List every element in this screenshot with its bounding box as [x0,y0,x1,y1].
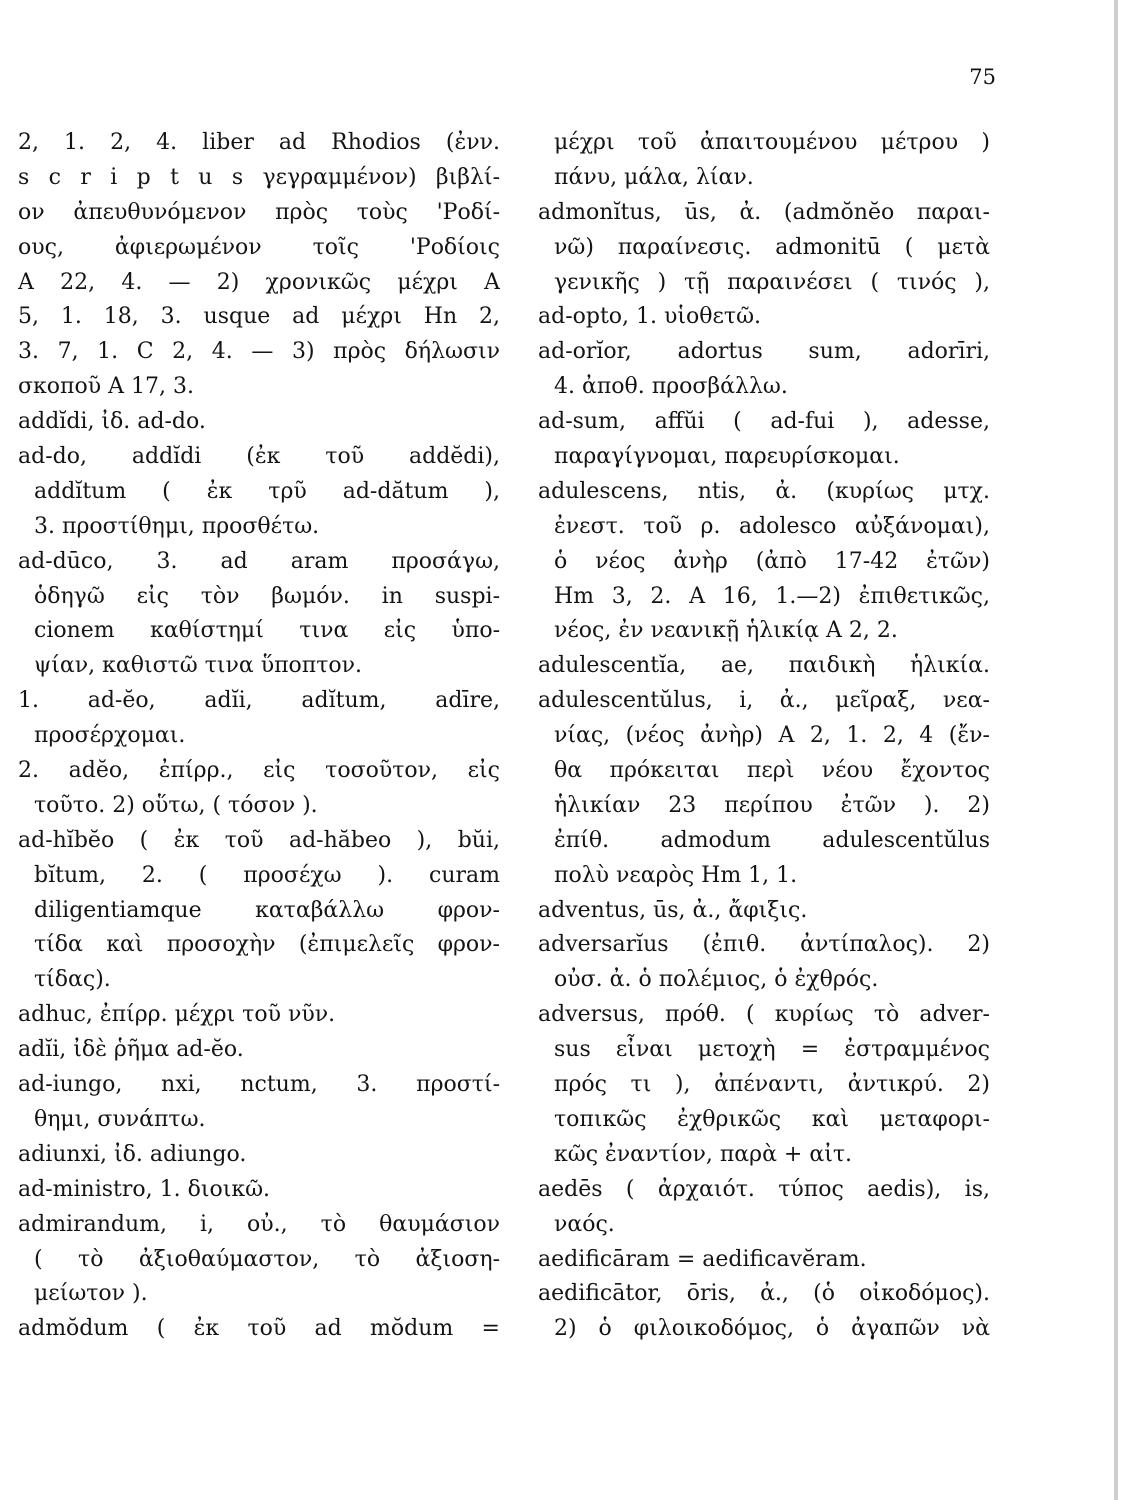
entry-line: addĭdi, ἰδ. ad-do. [18,409,206,435]
right-column [538,126,990,1347]
entry-line: πολὺ νεαρὸς Hm 1, 1. [554,862,798,888]
left-column [18,126,500,1347]
entry-line: κῶς ἐναντίον, παρὰ + αἰτ. [554,1141,852,1167]
entry-line: τοπικῶς ἐχθρικῶς καὶ μεταφορι- [554,1106,990,1132]
entry-line: 2. adĕo, ἐπίρρ., εἰς τοσοῦτον, εἰς [18,758,500,784]
entry-line: 4. ἀποθ. προσβάλλω. [554,374,788,400]
entry-line: 2) ὁ φιλοικοδόμος, ὁ ἀγαπῶν νὰ [554,1316,990,1342]
entry-line: ὁ νέος ἀνὴρ (ἀπὸ 17-42 ἐτῶν) [554,548,990,574]
entry-line: νίας, (νέος ἀνὴρ) A 2, 1. 2, 4 (ἔν- [554,723,990,749]
entry-line: aedificātor, ōris, ἀ., (ὁ οἰκοδόμος). [538,1281,990,1307]
entry-line: admirandum, i, οὐ., τὸ θαυμάσιον [18,1211,500,1237]
entry-line: ad-orĭor, adortus sum, adorīri, [538,339,990,365]
entry-line: οὐσ. ἀ. ὁ πολέμιος, ὁ ἐχθρός. [554,967,879,993]
entry-line: adhuc, ἐπίρρ. μέχρι τοῦ νῦν. [18,1002,336,1028]
entry-line: 5, 1. 18, 3. usque ad μέχρι Hn 2, [18,304,500,330]
page-binding-edge [1114,0,1118,1500]
entry-line: aedēs ( ἀρχαιότ. τύπος aedis), is, [538,1176,990,1202]
entry-line: ad-ministro, 1. διοικῶ. [18,1176,271,1202]
entry-line: ad-iungo, nxi, nctum, 3. προστί- [18,1072,500,1098]
entry-line: τοῦτο. 2) οὕτω, ( τόσον ). [34,792,318,818]
entry-line: πρός τι ), ἀπέναντι, ἀντικρύ. 2) [554,1072,990,1098]
entry-line: adulescentĭa, ae, παιδικὴ ἡλικία. [538,653,990,679]
entry-line: μείωτον ). [34,1281,148,1307]
entry-line: A 22, 4. — 2) χρονικῶς μέχρι A [18,269,500,295]
entry-line: ὁδηγῶ εἰς τὸν βωμόν. in suspi- [34,583,500,609]
entry-line: ους, ἀφιερωμένον τοῖς 'Ροδίοις [18,234,500,260]
entry-line: προσέρχομαι. [34,723,186,749]
entry-line: ad-do, addĭdi (ἐκ τοῦ addĕdi), [18,444,500,470]
entry-line: ( τὸ ἀξιοθαύμαστον, τὸ ἀξιοση- [34,1246,500,1272]
entry-line: diligentiamque καταβάλλω φρον- [34,897,500,923]
entry-line: ad-opto, 1. υἱοθετῶ. [538,304,762,330]
entry-line: 1. ad-ĕo, adĭi, adĭtum, adīre, [18,688,500,714]
entry-line: s c r i p t u s γεγραμμένον) βιβλί- [18,164,500,190]
entry-line: adversus, πρόθ. ( κυρίως τὸ adver- [538,1002,990,1028]
entry-line: Hm 3, 2. A 16, 1.—2) ἐπιθετικῶς, [554,583,990,609]
entry-line: νῶ) παραίνεσις. admonitū ( μετὰ [554,234,990,260]
entry-line: adĭi, ἰδὲ ῥῆμα ad-ĕo. [18,1037,244,1063]
entry-line: ἡλικίαν 23 περίπου ἐτῶν ). 2) [554,792,990,818]
entry-line: τίδας). [34,967,111,993]
page-number: 75 [969,65,996,89]
entry-line: γενικῆς ) τῇ παραινέσει ( τινός ), [554,269,990,295]
entry-line: πάνυ, μάλα, λίαν. [554,164,754,190]
entry-line: adventus, ūs, ἀ., ἄφιξις. [538,897,808,923]
entry-line: τίδα καὶ προσοχὴν (ἐπιμελεῖς φρον- [34,932,500,958]
entry-line: σκοποῦ A 17, 3. [18,374,194,400]
entry-line: admŏdum ( ἐκ τοῦ ad mŏdum = [18,1316,500,1342]
entry-line: θα πρόκειται περὶ νέου ἔχοντος [554,758,990,784]
entry-line: bĭtum, 2. ( προσέχω ). curam [34,862,500,888]
entry-line: μέχρι τοῦ ἀπαιτουμένου μέτρου ) [554,130,990,155]
entry-line: ad-dūco, 3. ad aram προσάγω, [18,548,500,574]
entry-line: adulescens, ntis, ἀ. (κυρίως μτχ. [538,478,990,504]
entry-line: ναός. [554,1211,615,1237]
entry-line: adversarĭus (ἐπιθ. ἀντίπαλος). 2) [538,932,990,958]
entry-line: ον ἀπευθυνόμενον πρὸς τοὺς 'Ροδί- [18,199,500,225]
entry-line: ἐνεστ. τοῦ ρ. adolesco αὐξάνομαι), [554,513,990,539]
entry-line: sus εἶναι μετοχὴ = ἐστραμμένος [554,1037,990,1063]
entry-line: 3. προστίθημι, προσθέτω. [34,513,320,539]
entry-line: ἐπίθ. admodum adulescentŭlus [554,827,990,853]
entry-line: ψίαν, καθιστῶ τινα ὕποπτον. [34,653,363,679]
entry-line: adulescentŭlus, i, ἀ., μεῖραξ, νεα- [538,688,990,714]
entry-line: cionem καθίστημί τινα εἰς ὑπο- [34,618,500,644]
entry-line: adiunxi, ἰδ. adiungo. [18,1141,247,1167]
entry-line: 2, 1. 2, 4. liber ad Rhodios (ἐνν. [18,130,500,155]
entry-line: addĭtum ( ἐκ τρῦ ad-dătum ), [34,478,500,504]
entry-line: νέος, ἐν νεανικῇ ἡλικίᾳ A 2, 2. [554,618,898,644]
entry-line: admonĭtus, ūs, ἀ. (admŏnĕo παραι- [538,199,990,225]
entry-line: ad-hĭbĕo ( ἐκ τοῦ ad-hăbeo ), bŭi, [18,827,500,853]
entry-line: 3. 7, 1. C 2, 4. — 3) πρὸς δήλωσιν [18,339,500,365]
entry-line: ad-sum, affŭi ( ad-fui ), adesse, [538,409,990,435]
entry-line: aedificāram = aedificavĕram. [538,1246,867,1272]
entry-line: θημι, συνάπτω. [34,1106,206,1132]
entry-line: παραγίγνομαι, παρευρίσκομαι. [554,444,900,470]
